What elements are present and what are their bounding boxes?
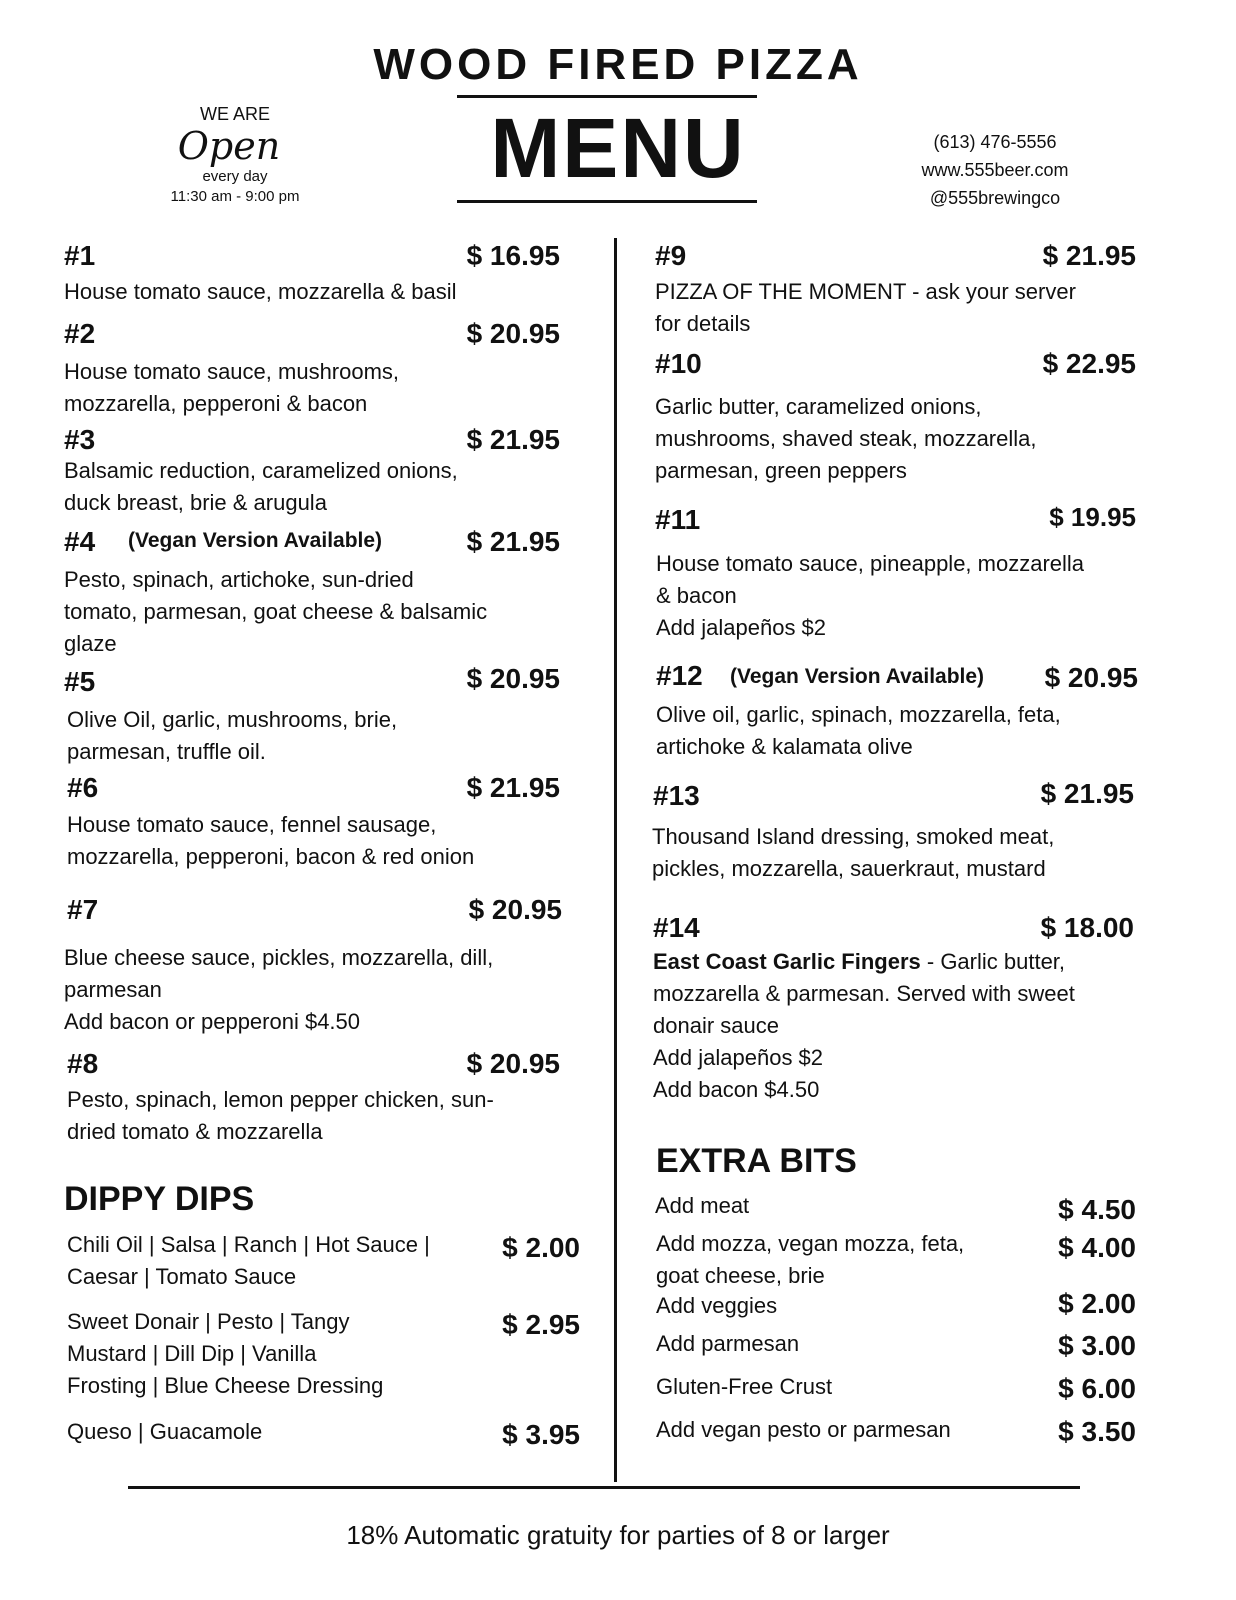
extra-price: $ 6.00 bbox=[1058, 1373, 1136, 1404]
pizza-price: $ 21.95 bbox=[466, 424, 560, 455]
pizza-price: $ 20.95 bbox=[468, 894, 562, 925]
contact-social[interactable]: @555brewingco bbox=[929, 188, 1061, 208]
dip-price: $ 2.95 bbox=[502, 1309, 580, 1340]
header-title: WOOD FIRED PIZZA bbox=[373, 40, 863, 89]
pizza-description: Olive Oil, garlic, mushrooms, brie, parmesan, truffle oil. bbox=[67, 707, 398, 764]
hours-days: every day bbox=[202, 168, 268, 185]
vegan-note: (Vegan Version Available) bbox=[128, 529, 383, 552]
menu-title: MENU bbox=[490, 101, 746, 195]
pizza-price: $ 22.95 bbox=[1042, 348, 1136, 379]
pizza-number: #2 bbox=[64, 318, 96, 349]
extra-item: Add veggies bbox=[656, 1293, 778, 1318]
contact-phone[interactable]: (613) 476-5556 bbox=[933, 132, 1057, 152]
dips-section-title: DIPPY DIPS bbox=[64, 1180, 255, 1218]
footer-rule bbox=[128, 1486, 1080, 1489]
pizza-description: East Coast Garlic Fingers - Garlic butter, mozzarella & parmesan. Served with sweet donair sauce Add jalapeños $2 Add bacon $4.50 bbox=[653, 949, 1075, 1102]
hours-block bbox=[155, 104, 315, 207]
pizza-description: House tomato sauce, pineapple, mozzarella & bacon Add jalapeños $2 bbox=[656, 551, 1085, 640]
pizza-number: #14 bbox=[653, 912, 700, 943]
dip-price: $ 3.95 bbox=[502, 1419, 580, 1450]
pizza-number: #6 bbox=[67, 772, 99, 803]
extra-item: Add mozza, vegan mozza, feta, goat cheese, brie bbox=[656, 1231, 965, 1288]
extra-price: $ 3.00 bbox=[1058, 1330, 1136, 1361]
pizza-number: #5 bbox=[64, 666, 96, 697]
pizza-description: PIZZA OF THE MOMENT - ask your server for details bbox=[655, 279, 1076, 336]
header-rule-top bbox=[457, 95, 757, 98]
garlic-fingers-name: East Coast Garlic Fingers bbox=[653, 949, 921, 974]
pizza-description: Pesto, spinach, lemon pepper chicken, sun- dried tomato & mozzarella bbox=[67, 1087, 494, 1144]
pizza-description: House tomato sauce, mushrooms, mozzarella, pepperoni & bacon bbox=[64, 359, 400, 416]
extra-price: $ 4.00 bbox=[1058, 1232, 1136, 1263]
pizza-description: Balsamic reduction, caramelized onions, duck breast, brie & arugula bbox=[64, 458, 458, 515]
pizza-description: Blue cheese sauce, pickles, mozzarella, dill, parmesan Add bacon or pepperoni $4.50 bbox=[64, 945, 494, 1034]
header-rule-bottom bbox=[457, 200, 757, 203]
we-are-label: WE ARE bbox=[199, 104, 270, 124]
dip-group: Sweet Donair | Pesto | Tangy Mustard | Dill Dip | Vanilla Frosting | Blue Cheese Dressing bbox=[67, 1309, 384, 1398]
pizza-number: #7 bbox=[67, 894, 99, 925]
pizza-number: #9 bbox=[655, 240, 687, 271]
extra-item: Add parmesan bbox=[656, 1331, 800, 1356]
pizza-description: Olive oil, garlic, spinach, mozzarella, feta, artichoke & kalamata olive bbox=[656, 702, 1061, 759]
pizza-price: $ 21.95 bbox=[466, 772, 560, 803]
pizza-description: Pesto, spinach, artichoke, sun-dried tomato, parmesan, goat cheese & balsamic glaze bbox=[64, 567, 488, 656]
pizza-price: $ 20.95 bbox=[466, 1048, 560, 1079]
pizza-number: #10 bbox=[655, 348, 702, 379]
vegan-note: (Vegan Version Available) bbox=[730, 665, 985, 688]
pizza-number: #3 bbox=[64, 424, 96, 455]
hours-time: 11:30 am - 9:00 pm bbox=[170, 188, 300, 205]
pizza-number: #1 bbox=[64, 240, 96, 271]
dip-price: $ 2.00 bbox=[502, 1232, 580, 1263]
pizza-description: House tomato sauce, fennel sausage, mozzarella, pepperoni, bacon & red onion bbox=[67, 812, 475, 869]
extra-price: $ 4.50 bbox=[1058, 1194, 1136, 1225]
extra-item: Gluten-Free Crust bbox=[656, 1374, 833, 1399]
pizza-description: Garlic butter, caramelized onions, mushrooms, shaved steak, mozzarella, parmesan, green peppers bbox=[655, 394, 1037, 483]
pizza-price: $ 20.95 bbox=[466, 318, 560, 349]
pizza-price: $ 20.95 bbox=[1044, 662, 1138, 693]
extra-item: Add vegan pesto or parmesan bbox=[656, 1417, 951, 1442]
pizza-price: $ 19.95 bbox=[1049, 502, 1136, 532]
pizza-number: #13 bbox=[653, 780, 700, 811]
column-divider bbox=[614, 238, 617, 1482]
pizza-price: $ 21.95 bbox=[466, 526, 560, 557]
pizza-price: $ 20.95 bbox=[466, 663, 560, 694]
extra-price: $ 2.00 bbox=[1058, 1288, 1136, 1319]
extra-item: Add meat bbox=[655, 1193, 750, 1218]
pizza-price: $ 21.95 bbox=[1042, 240, 1136, 271]
pizza-number: #12 bbox=[656, 660, 703, 691]
extra-price: $ 3.50 bbox=[1058, 1416, 1136, 1447]
pizza-price: $ 18.00 bbox=[1040, 912, 1134, 943]
pizza-number: #4 bbox=[64, 526, 96, 557]
gratuity-note: 18% Automatic gratuity for parties of 8 or larger bbox=[346, 1520, 890, 1550]
pizza-description: House tomato sauce, mozzarella & basil bbox=[64, 279, 457, 304]
pizza-price: $ 21.95 bbox=[1040, 778, 1134, 809]
dip-group: Chili Oil | Salsa | Ranch | Hot Sauce | Caesar | Tomato Sauce bbox=[67, 1232, 430, 1289]
dip-group: Queso | Guacamole bbox=[67, 1419, 263, 1444]
contact-block bbox=[895, 128, 1095, 212]
pizza-number: #8 bbox=[67, 1048, 99, 1079]
contact-website[interactable]: www.555beer.com bbox=[921, 160, 1069, 180]
pizza-number: #11 bbox=[655, 504, 701, 535]
extras-section-title: EXTRA BITS bbox=[656, 1142, 857, 1180]
open-script: Open bbox=[177, 124, 281, 168]
pizza-price: $ 16.95 bbox=[466, 240, 560, 271]
pizza-description: Thousand Island dressing, smoked meat, pickles, mozzarella, sauerkraut, mustard bbox=[652, 824, 1055, 881]
